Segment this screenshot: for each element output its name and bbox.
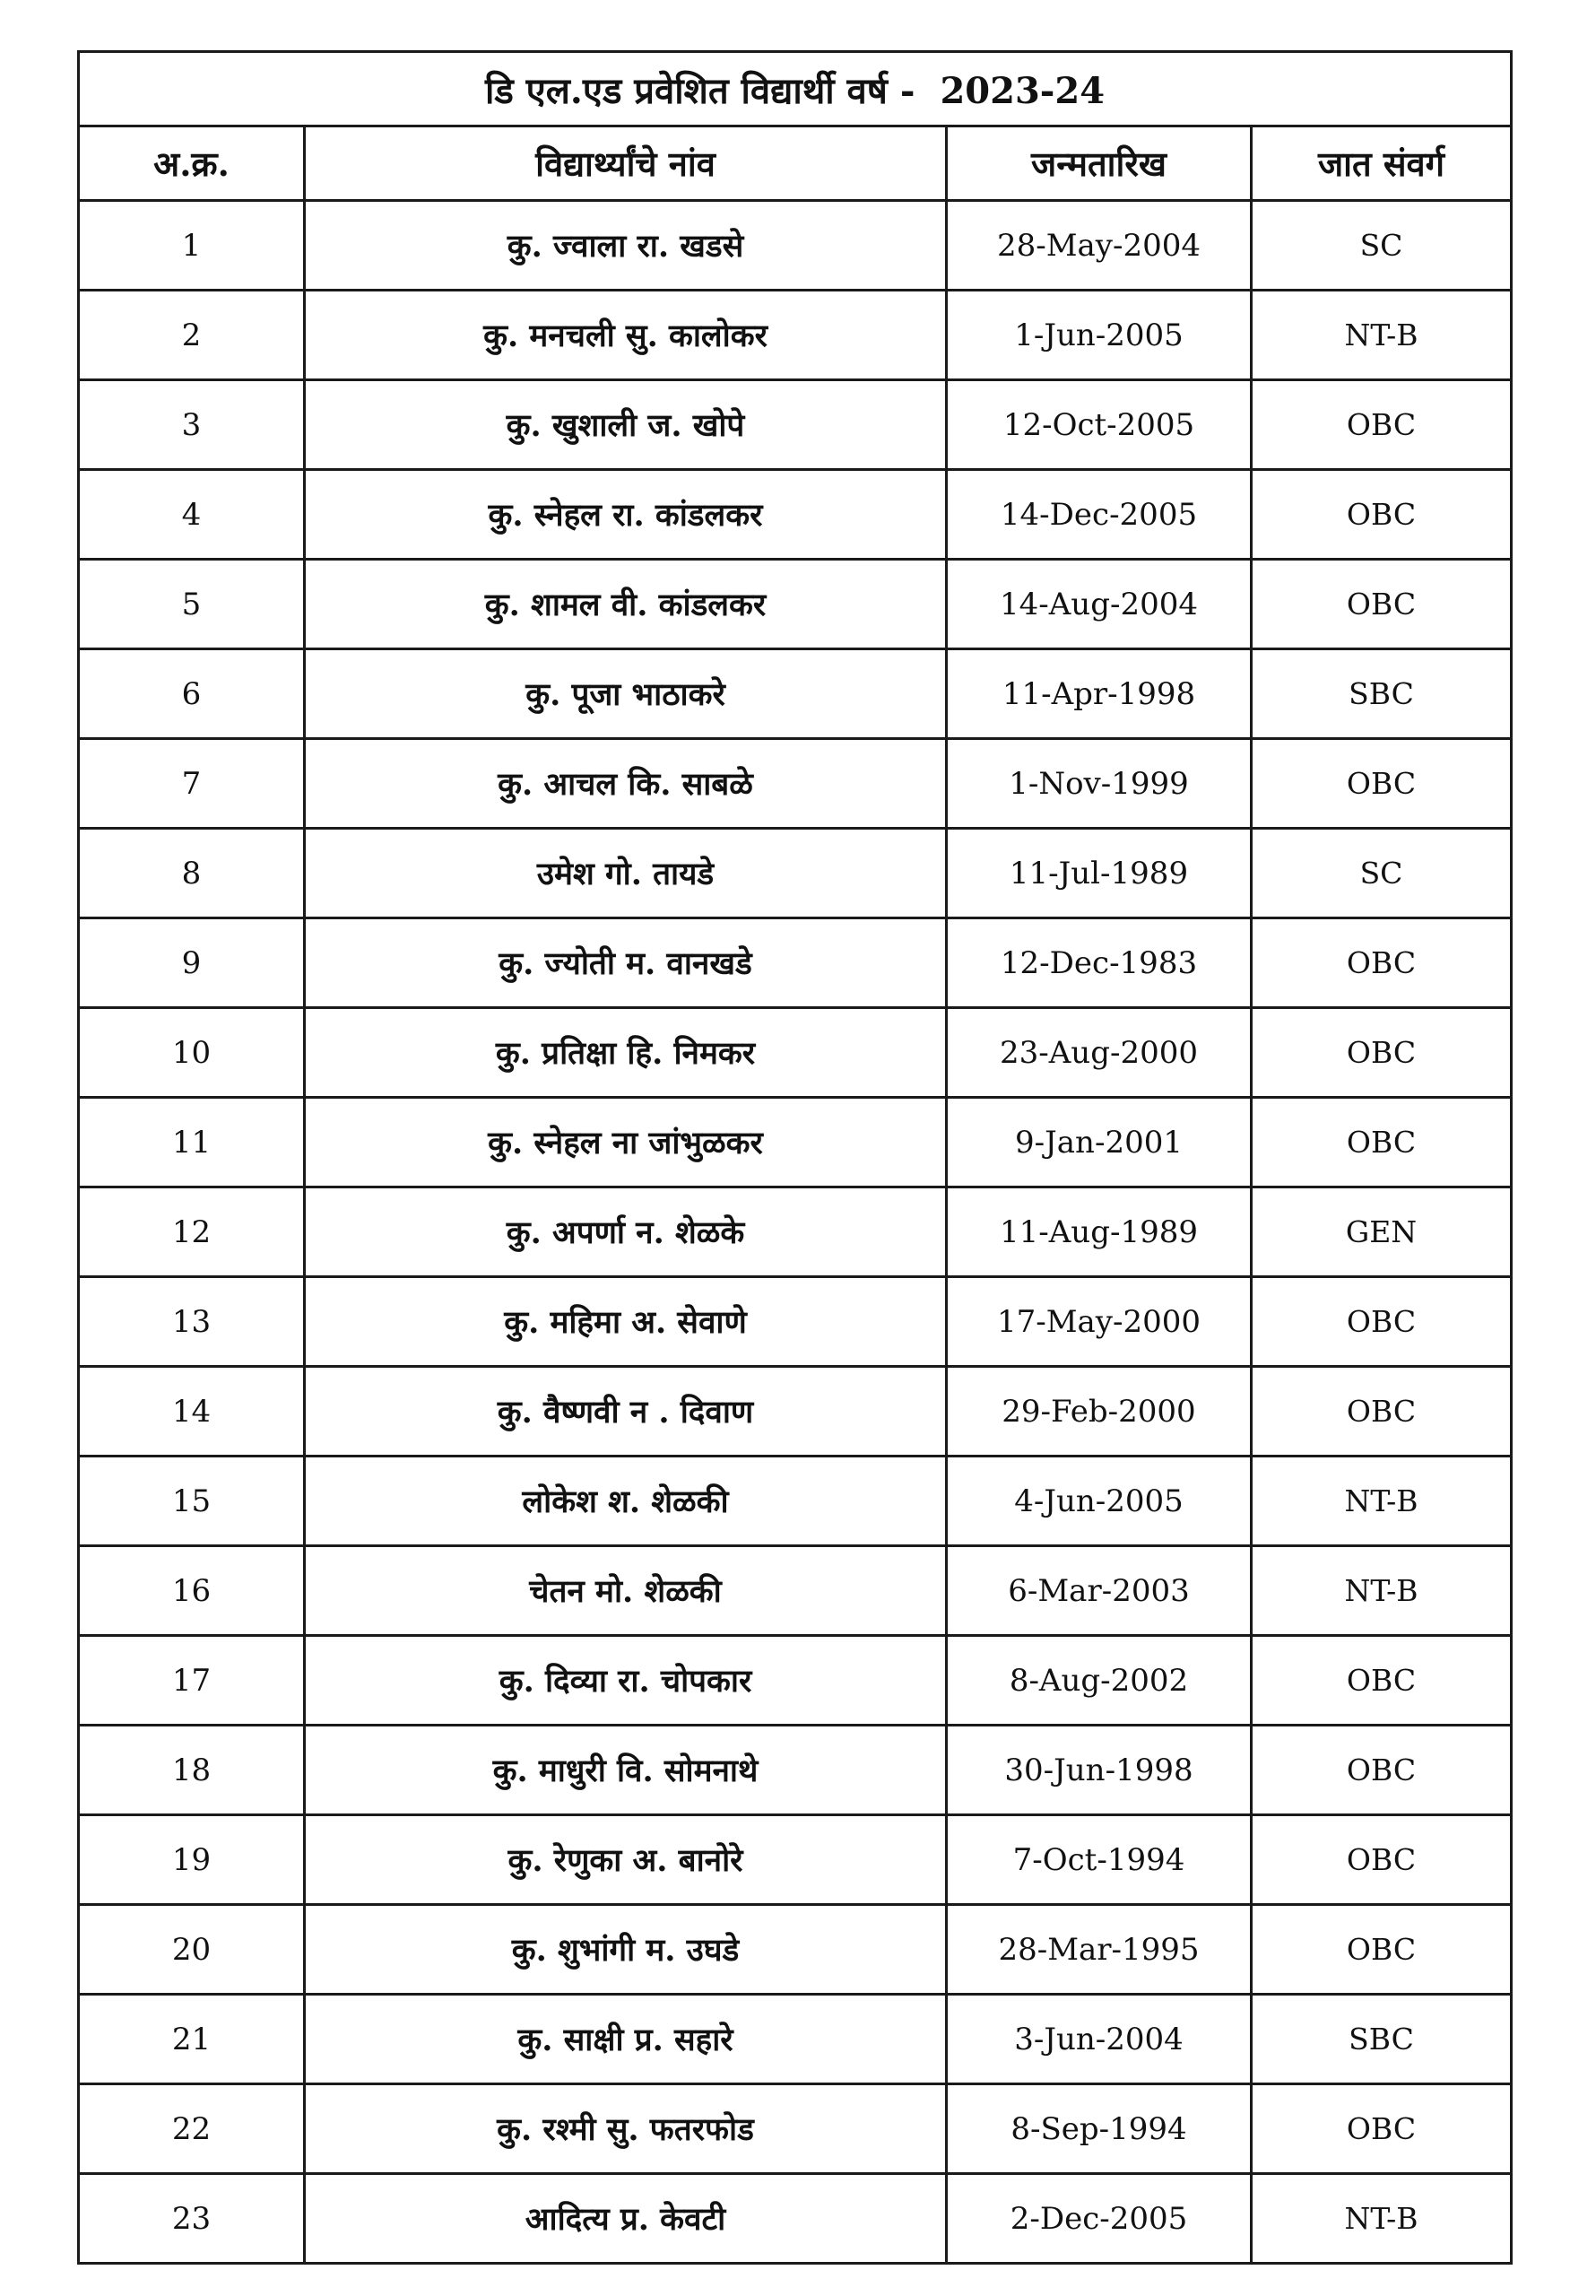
title-text: डि एल.एड प्रवेशित विद्यार्थी वर्ष - — [484, 69, 915, 112]
column-header-name: विद्यार्थ्यांचे नांव — [305, 126, 947, 201]
category-cell: NT-B — [1252, 2174, 1512, 2264]
sr-cell: 22 — [79, 2084, 305, 2174]
table-row — [79, 1008, 1512, 1098]
dob-cell: 14-Aug-2004 — [947, 560, 1252, 649]
sr-cell: 1 — [79, 201, 305, 291]
name-cell: कु. अपर्णा न. शेळके — [305, 1187, 947, 1277]
name-cell: कु. वैष्णवी न . दिवाण — [305, 1367, 947, 1457]
category-cell: OBC — [1252, 1636, 1512, 1726]
category-cell: GEN — [1252, 1187, 1512, 1277]
dob-cell: 7-Oct-1994 — [947, 1815, 1252, 1905]
table-title — [79, 52, 1512, 126]
table-row — [79, 1187, 1512, 1277]
table-row — [79, 380, 1512, 470]
column-header-dob: जन्मतारिख — [947, 126, 1252, 201]
sr-cell: 3 — [79, 380, 305, 470]
sr-cell: 4 — [79, 470, 305, 560]
dob-cell: 1-Nov-1999 — [947, 739, 1252, 829]
category-cell: SC — [1252, 829, 1512, 918]
title-row — [79, 52, 1512, 126]
table-row — [79, 649, 1512, 739]
sr-cell: 19 — [79, 1815, 305, 1905]
sr-cell: 2 — [79, 291, 305, 380]
category-cell: OBC — [1252, 1367, 1512, 1457]
dob-cell: 9-Jan-2001 — [947, 1098, 1252, 1187]
sr-cell: 7 — [79, 739, 305, 829]
table-row — [79, 1905, 1512, 1995]
sr-cell: 5 — [79, 560, 305, 649]
sr-cell: 20 — [79, 1905, 305, 1995]
dob-cell: 3-Jun-2004 — [947, 1995, 1252, 2084]
dob-cell: 11-Aug-1989 — [947, 1187, 1252, 1277]
sr-cell: 8 — [79, 829, 305, 918]
dob-cell: 1-Jun-2005 — [947, 291, 1252, 380]
dob-cell: 12-Dec-1983 — [947, 918, 1252, 1008]
header-row — [79, 126, 1512, 201]
name-cell: कु. स्नेहल ना जांभुळकर — [305, 1098, 947, 1187]
dob-cell: 8-Aug-2002 — [947, 1636, 1252, 1726]
category-cell: NT-B — [1252, 1546, 1512, 1636]
category-cell: OBC — [1252, 1008, 1512, 1098]
category-cell: SC — [1252, 201, 1512, 291]
name-cell: कु. शुभांगी म. उघडे — [305, 1905, 947, 1995]
category-cell: OBC — [1252, 2084, 1512, 2174]
column-header-sr: अ.क्र. — [79, 126, 305, 201]
table-row — [79, 2084, 1512, 2174]
dob-cell: 8-Sep-1994 — [947, 2084, 1252, 2174]
table-row — [79, 1815, 1512, 1905]
sr-cell: 12 — [79, 1187, 305, 1277]
dob-cell: 28-May-2004 — [947, 201, 1252, 291]
name-cell: कु. प्रतिक्षा हि. निमकर — [305, 1008, 947, 1098]
dob-cell: 17-May-2000 — [947, 1277, 1252, 1367]
table-row — [79, 1277, 1512, 1367]
category-cell: OBC — [1252, 1815, 1512, 1905]
category-cell: OBC — [1252, 470, 1512, 560]
dob-cell: 12-Oct-2005 — [947, 380, 1252, 470]
dob-cell: 2-Dec-2005 — [947, 2174, 1252, 2264]
dob-cell: 14-Dec-2005 — [947, 470, 1252, 560]
category-cell: OBC — [1252, 918, 1512, 1008]
table-row — [79, 1457, 1512, 1546]
table-row — [79, 1367, 1512, 1457]
table-row — [79, 1098, 1512, 1187]
name-cell: उमेश गो. तायडे — [305, 829, 947, 918]
sr-cell: 18 — [79, 1726, 305, 1815]
name-cell: कु. आचल कि. साबळे — [305, 739, 947, 829]
table-row — [79, 829, 1512, 918]
sr-cell: 14 — [79, 1367, 305, 1457]
student-table — [77, 50, 1513, 2265]
dob-cell: 11-Apr-1998 — [947, 649, 1252, 739]
dob-cell: 29-Feb-2000 — [947, 1367, 1252, 1457]
category-cell: OBC — [1252, 560, 1512, 649]
dob-cell: 6-Mar-2003 — [947, 1546, 1252, 1636]
sr-cell: 10 — [79, 1008, 305, 1098]
sr-cell: 13 — [79, 1277, 305, 1367]
sr-cell: 21 — [79, 1995, 305, 2084]
category-cell: OBC — [1252, 1905, 1512, 1995]
name-cell: कु. ज्योती म. वानखडे — [305, 918, 947, 1008]
table-row — [79, 291, 1512, 380]
name-cell: कु. रेणुका अ. बानोरे — [305, 1815, 947, 1905]
sr-cell: 17 — [79, 1636, 305, 1726]
dob-cell: 28-Mar-1995 — [947, 1905, 1252, 1995]
name-cell: चेतन मो. शेळकी — [305, 1546, 947, 1636]
table-row — [79, 2174, 1512, 2264]
table-row — [79, 1546, 1512, 1636]
table-row — [79, 201, 1512, 291]
category-cell: SBC — [1252, 1995, 1512, 2084]
table-row — [79, 739, 1512, 829]
title-year: 2023-24 — [940, 69, 1106, 112]
sr-cell: 16 — [79, 1546, 305, 1636]
table-row — [79, 1636, 1512, 1726]
name-cell: कु. रश्मी सु. फतरफोड — [305, 2084, 947, 2174]
name-cell: लोकेश श. शेळकी — [305, 1457, 947, 1546]
name-cell: कु. स्नेहल रा. कांडलकर — [305, 470, 947, 560]
category-cell: OBC — [1252, 739, 1512, 829]
name-cell: कु. पूजा भाठाकरे — [305, 649, 947, 739]
category-cell: OBC — [1252, 1726, 1512, 1815]
name-cell: कु. महिमा अ. सेवाणे — [305, 1277, 947, 1367]
category-cell: OBC — [1252, 1098, 1512, 1187]
sr-cell: 11 — [79, 1098, 305, 1187]
table-row — [79, 1726, 1512, 1815]
name-cell: कु. दिव्या रा. चोपकार — [305, 1636, 947, 1726]
name-cell: आदित्य प्र. केवटी — [305, 2174, 947, 2264]
name-cell: कु. मनचली सु. कालोकर — [305, 291, 947, 380]
table-row — [79, 918, 1512, 1008]
table-row — [79, 1995, 1512, 2084]
name-cell: कु. माधुरी वि. सोमनाथे — [305, 1726, 947, 1815]
name-cell: कु. शामल वी. कांडलकर — [305, 560, 947, 649]
dob-cell: 30-Jun-1998 — [947, 1726, 1252, 1815]
name-cell: कु. ज्वाला रा. खडसे — [305, 201, 947, 291]
table-body — [79, 201, 1512, 2264]
table-row — [79, 470, 1512, 560]
category-cell: NT-B — [1252, 291, 1512, 380]
sr-cell: 6 — [79, 649, 305, 739]
category-cell: OBC — [1252, 1277, 1512, 1367]
column-header-category: जात संवर्ग — [1252, 126, 1512, 201]
table-row — [79, 560, 1512, 649]
name-cell: कु. साक्षी प्र. सहारे — [305, 1995, 947, 2084]
dob-cell: 4-Jun-2005 — [947, 1457, 1252, 1546]
dob-cell: 23-Aug-2000 — [947, 1008, 1252, 1098]
category-cell: OBC — [1252, 380, 1512, 470]
sr-cell: 23 — [79, 2174, 305, 2264]
sr-cell: 15 — [79, 1457, 305, 1546]
category-cell: SBC — [1252, 649, 1512, 739]
name-cell: कु. खुशाली ज. खोपे — [305, 380, 947, 470]
category-cell: NT-B — [1252, 1457, 1512, 1546]
sr-cell: 9 — [79, 918, 305, 1008]
dob-cell: 11-Jul-1989 — [947, 829, 1252, 918]
